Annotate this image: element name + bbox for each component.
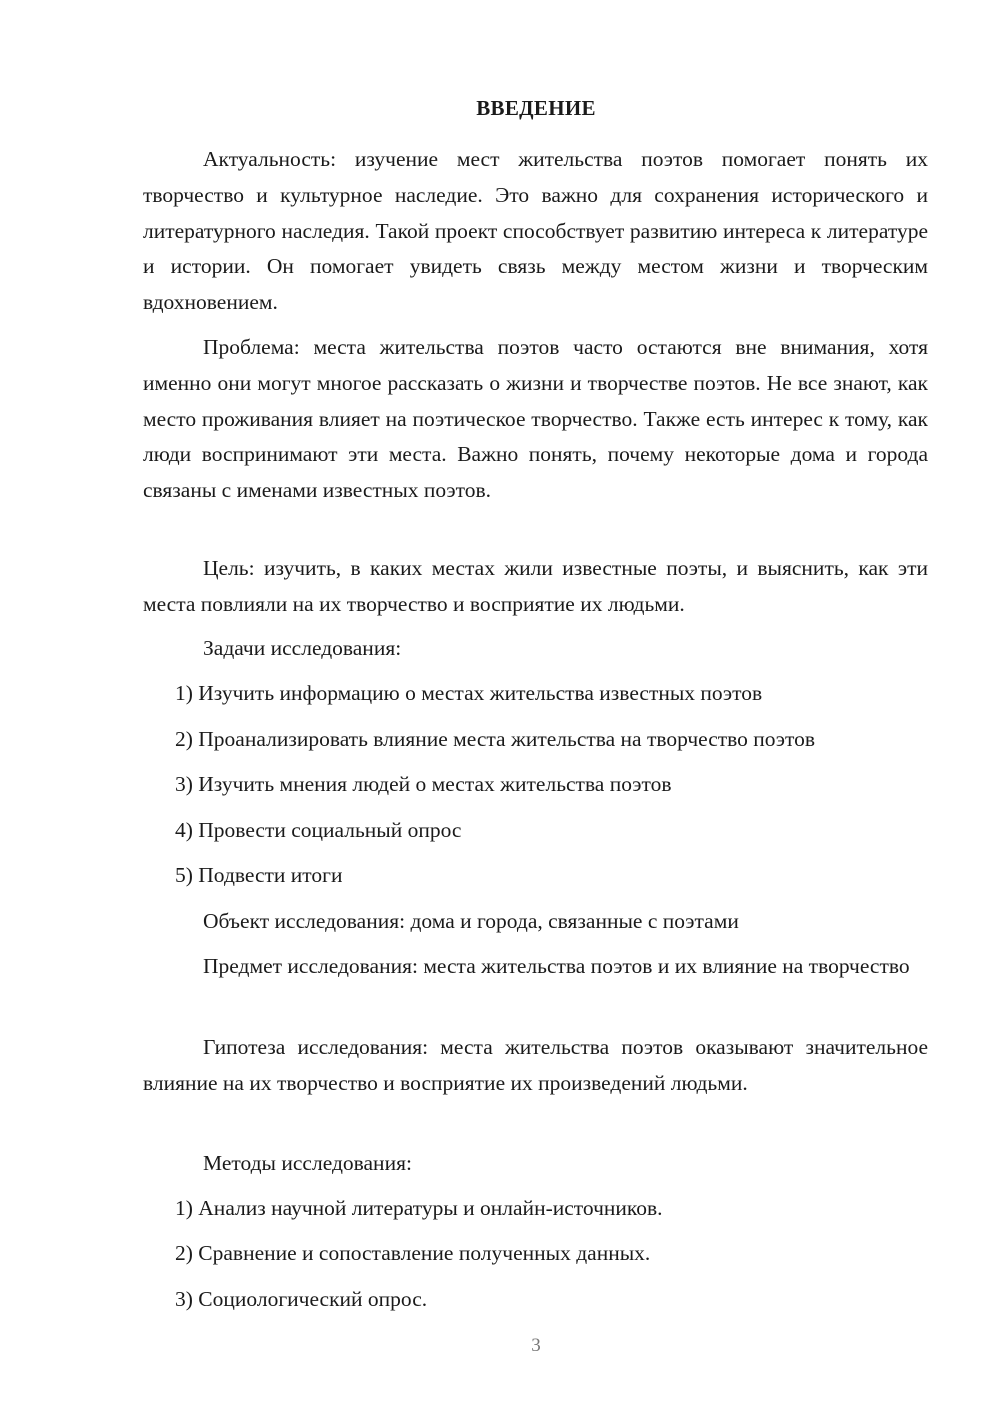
task-item-3: 3) Изучить мнения людей о местах жительства поэтов (175, 772, 672, 796)
relevance-paragraph: Актуальность: изучение мест жительства поэтов помогает понять их творчество и культурное наследие. Это важно для сохранения исторического и литературного наследия. Такой проект способствует развитию интереса к литературе и истории. Он помогает увидеть связь между местом жизни и творческим вдохновением. (143, 147, 928, 315)
subject-paragraph: Предмет исследования: места жительства поэтов и их влияние на творчество (203, 954, 910, 978)
hypothesis-paragraph: Гипотеза исследования: места жительства поэтов оказывают значительное влияние на их творчество и восприятие их произведений людьми. (143, 1035, 928, 1095)
page-number: 3 (531, 1335, 541, 1356)
methods-title: Методы исследования: (203, 1151, 412, 1175)
task-item-2: 2) Проанализировать влияние места жительства на творчество поэтов (175, 727, 816, 751)
task-item-4: 4) Провести социальный опрос (175, 818, 462, 842)
section-heading: ВВЕДЕНИЕ (476, 96, 596, 120)
task-item-5: 5) Подвести итоги (175, 863, 343, 887)
method-item-3: 3) Социологический опрос. (175, 1287, 428, 1311)
object-paragraph: Объект исследования: дома и города, связанные с поэтами (203, 909, 739, 933)
tasks-title: Задачи исследования: (203, 636, 402, 660)
method-item-1: 1) Анализ научной литературы и онлайн-источников. (175, 1196, 663, 1220)
method-item-2: 2) Сравнение и сопоставление полученных данных. (175, 1241, 651, 1265)
problem-paragraph: Проблема: места жительства поэтов часто остаются вне внимания, хотя именно они могут многое рассказать о жизни и творчестве поэтов. Не все знают, как место проживания влияет на поэтическое творчество. Также есть интерес к тому, как люди воспринимают эти места. Важно понять, почему некоторые дома и города связаны с именами известных поэтов. (143, 335, 928, 503)
goal-paragraph: Цель: изучить, в каких местах жили известные поэты, и выяснить, как эти места повлияли на их творчество и восприятие их людьми. (143, 556, 928, 616)
task-item-1: 1) Изучить информацию о местах жительства известных поэтов (175, 681, 763, 705)
